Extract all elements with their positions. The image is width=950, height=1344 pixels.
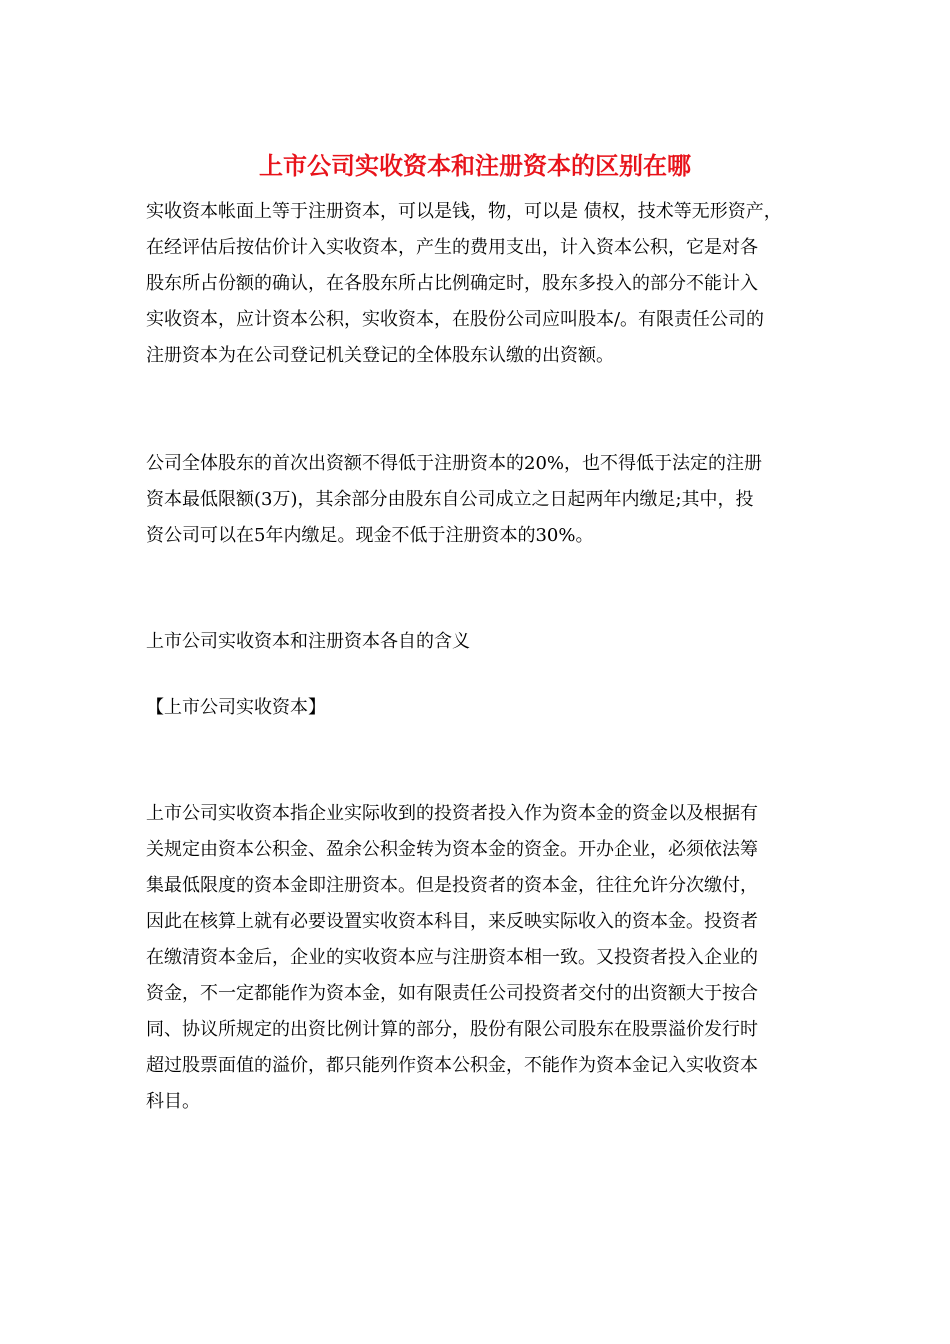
paragraph-3-line-5: 在缴清资本金后，企业的实收资本应与注册资本相一致。又投资者投入企业的 [146, 947, 758, 968]
section-heading: 上市公司实收资本和注册资本各自的含义 [146, 631, 470, 652]
paragraph-1-line-2: 在经评估后按估价计入实收资本，产生的费用支出，计入资本公积，它是对各 [146, 237, 758, 258]
paragraph-3-line-4: 因此在核算上就有必要设置实收资本科目，来反映实际收入的资本金。投资者 [146, 911, 758, 932]
paragraph-3-line-1: 上市公司实收资本指企业实际收到的投资者投入作为资本金的资金以及根据有 [146, 803, 758, 824]
paragraph-1-line-4: 实收资本，应计资本公积，实收资本，在股份公司应叫股本/。有限责任公司的 [146, 309, 765, 330]
paragraph-3-line-7: 同、协议所规定的出资比例计算的部分，股份有限公司股东在股票溢价发行时 [146, 1019, 758, 1040]
paragraph-1-line-3: 股东所占份额的确认，在各股东所占比例确定时，股东多投入的部分不能计入 [146, 273, 758, 294]
paragraph-2-line-1: 公司全体股东的首次出资额不得低于注册资本的20%，也不得低于法定的注册 [146, 453, 763, 474]
page-title: 上市公司实收资本和注册资本的区别在哪 [259, 152, 691, 180]
paragraph-3-line-9: 科目。 [146, 1091, 200, 1112]
paragraph-3-line-2: 关规定由资本公积金、盈余公积金转为资本金的资金。开办企业，必须依法筹 [146, 839, 758, 860]
paragraph-1-line-1: 实收资本帐面上等于注册资本，可以是钱，物，可以是 债权，技术等无形资产， [146, 201, 782, 222]
paragraph-3-line-3: 集最低限度的资本金即注册资本。但是投资者的资本金，往往允许分次缴付， [146, 875, 758, 896]
subheading: 【上市公司实收资本】 [146, 697, 326, 718]
paragraph-2-line-3: 资公司可以在5年内缴足。现金不低于注册资本的30%。 [146, 525, 594, 546]
paragraph-1-line-5: 注册资本为在公司登记机关登记的全体股东认缴的出资额。 [146, 345, 614, 366]
paragraph-3-line-6: 资金，不一定都能作为资本金，如有限责任公司投资者交付的出资额大于按合 [146, 983, 758, 1004]
paragraph-3-line-8: 超过股票面值的溢价，都只能列作资本公积金，不能作为资本金记入实收资本 [146, 1055, 758, 1076]
paragraph-2-line-2: 资本最低限额(3万)，其余部分由股东自公司成立之日起两年内缴足;其中，投 [146, 489, 754, 510]
